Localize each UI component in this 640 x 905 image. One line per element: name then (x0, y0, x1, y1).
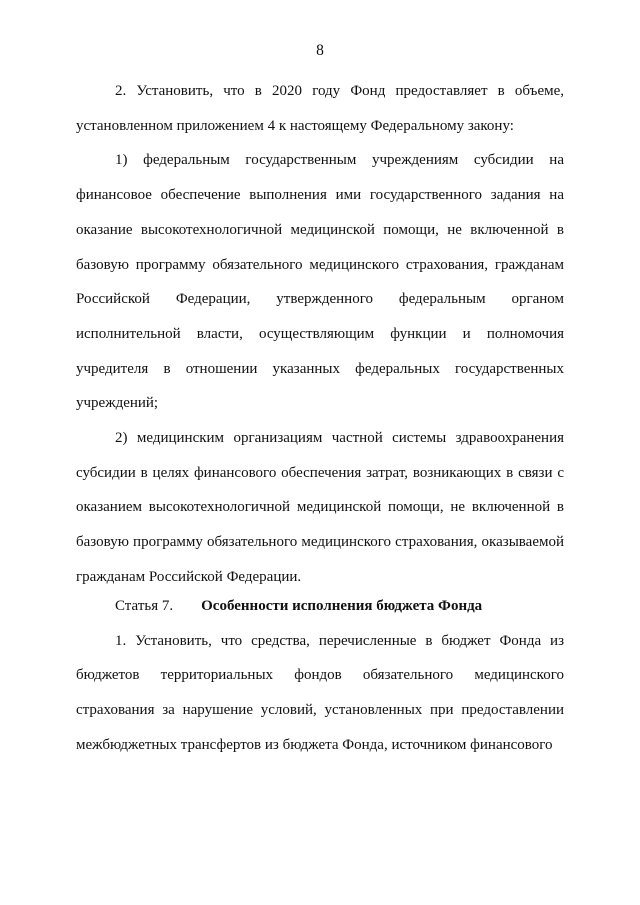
page-number: 8 (316, 42, 324, 59)
article-paragraph-1: 1. Установить, что средства, перечисленные в бюджет Фонда из бюджетов территориальных фондов обязательного медицинского страхования за нарушение условий, установленных при предоставлении межбюджетных трансфертов из бюджета Фонда, источником финансового (76, 632, 564, 753)
paragraph-2: 2. Установить, что в 2020 году Фонд предоставляет в объеме, установленном приложением 4 к настоящему Федеральному закону: (76, 83, 564, 134)
article-label: Статья 7. (115, 598, 174, 614)
article-block (76, 589, 564, 763)
article-title: Особенности исполнения бюджета Фонда (201, 598, 483, 614)
paragraph-2-item-2: 2) медицинским организациям частной системы здравоохранения субсидии в целях финансового обеспечения затрат, возникающих в связи с оказанием высокотехнологичной медицинской помощи, не включенной в базовую программу обязательного медицинского страхования, оказываемой гражданам Российской Федерации. (76, 430, 564, 585)
article-heading (76, 589, 564, 624)
body-text (76, 74, 564, 595)
paragraph-2-item-1: 1) федеральным государственным учреждениям субсидии на финансовое обеспечение выполнения ими государственного задания на оказание высокотехнологичной медицинской помощи, не включенной в базовую программу обязательного медицинского страхования, гражданам Российской Федерации, утвержденного федеральным органом исполнительной власти, осуществляющим функции и полномочия учредителя в отношении указанных федеральных государственных учреждений; (76, 152, 564, 412)
